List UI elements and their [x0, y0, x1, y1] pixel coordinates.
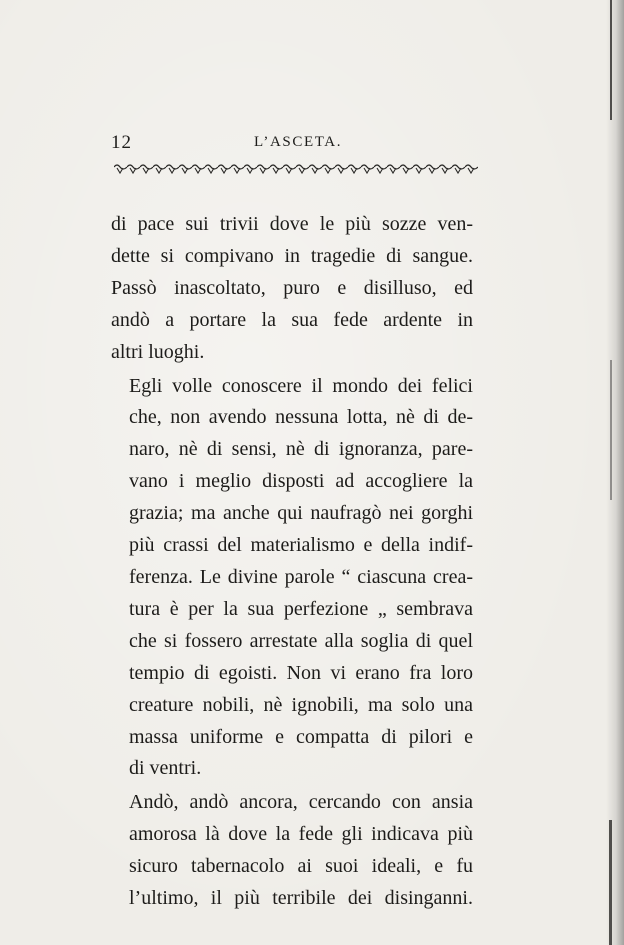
text-line: più crassi del materialismo e della indif-	[129, 534, 473, 557]
ornament-border-icon	[114, 163, 478, 175]
text-line: naro, nè di sensi, nè di ignoranza, pare-	[129, 438, 473, 461]
text-line: massa uniforme e compatta di pilori e	[129, 725, 473, 748]
page-edge-line	[610, 360, 612, 500]
running-title: L’ASCETA.	[254, 134, 343, 150]
text-line: di ventri.	[129, 757, 202, 780]
running-head	[111, 132, 479, 158]
text-line: tura è per la sua perfezione „ sembrava	[129, 597, 473, 620]
text-line: Egli volle conoscere il mondo dei felici	[129, 374, 473, 397]
text-line: Andò, andò ancora, cercando con ansia	[129, 791, 473, 814]
text-line: grazia; ma anche qui naufragò nei gorghi	[129, 502, 473, 525]
page-edge-shadow	[606, 0, 624, 945]
text-line: l’ultimo, il più terribile dei disinganni.	[129, 887, 473, 910]
text-line: altri luoghi.	[111, 340, 205, 363]
text-line: amorosa là dove la fede gli indicava più	[129, 823, 473, 846]
text-line: andò a portare la sua fede ardente in	[111, 308, 473, 331]
text-line: sicuro tabernacolo ai suoi ideali, e fu	[129, 855, 473, 878]
text-line: tempio di egoisti. Non vi erano fra loro	[129, 661, 473, 684]
body-text	[111, 209, 473, 915]
text-line: ferenza. Le divine parole “ ciascuna crea-	[129, 565, 473, 588]
text-line: Passò inascoltato, puro e disilluso, ed	[111, 276, 473, 299]
text-line: che si fossero arrestate alla soglia di quel	[129, 629, 473, 652]
page-edge-line	[610, 0, 612, 120]
page-number: 12	[111, 132, 132, 153]
paragraph-3	[111, 787, 473, 915]
text-line: vano i meglio disposti ad accogliere la	[129, 470, 473, 493]
decorative-rule	[114, 163, 478, 175]
paragraph-2	[111, 371, 473, 786]
text-line: creature nobili, nè ignobili, ma solo una	[129, 693, 473, 716]
paragraph-1	[111, 209, 473, 369]
text-line: dette si compivano in tragedie di sangue.	[111, 244, 473, 267]
text-line: che, non avendo nessuna lotta, nè di de-	[129, 406, 473, 429]
text-line: di pace sui trivii dove le più sozze ven-	[111, 213, 473, 235]
page-edge-line	[609, 820, 612, 945]
